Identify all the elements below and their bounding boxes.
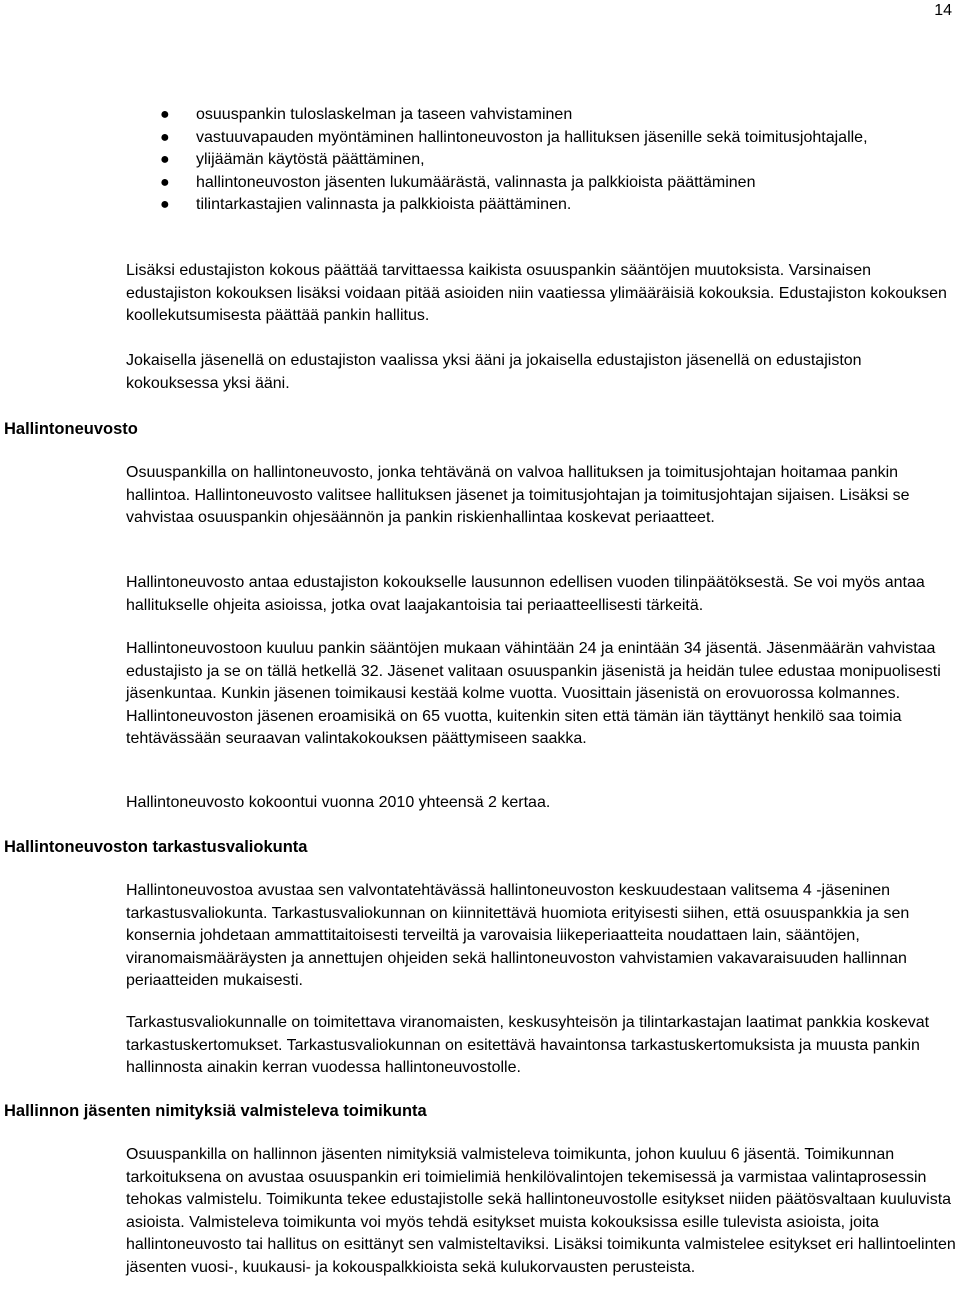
list-item-text: ylijäämän käytöstä päättäminen, xyxy=(196,151,425,168)
paragraph-amendments: Lisäksi edustajiston kokous päättää tarvittaessa kaikista osuuspankin sääntöjen muutoksista. Varsinaisen edustajiston kokouksen lisäksi voidaan pitää asioiden niin vaatiessa ylimääräisiä kokouksia. Edustajiston kokouksen koollekutsumisesta päättää pankin hallitus. xyxy=(126,262,947,324)
paragraph-audit-committee: Hallintoneuvostoa avustaa sen valvontatehtävässä hallintoneuvoston keskuudestaan valitsema 4 -jäseninen tarkastusvaliokunta. Tarkastusvaliokunnan on kiinnitettävä huomiota erityisesti siihen, että osuuspankkia ja sen konsernia johdetaan ammattitaitoisesti terveiltä ja varovaisia liikeperiaatteita noudattaen lain, sääntöjen, viranomaismääräysten ja annettujen ohjeiden sekä hallintoneuvoston vahvistamien vakavaraisuuden hallinnan periaatteiden mukaisesti. xyxy=(126,882,910,989)
bullet-icon: ● xyxy=(160,151,170,168)
paragraph-statement: Hallintoneuvosto antaa edustajiston kokoukselle lausunnon edellisen vuoden tilinpäätöksestä. Se voi myös antaa hallitukselle ohjeita asioissa, jotka ovat laajakantoisia tai periaatteellisesti tärkeitä. xyxy=(126,574,925,614)
paragraph-audit-reports: Tarkastusvaliokunnalle on toimitettava viranomaisten, keskusyhteisön ja tilintarkastajan laatimat pankkia koskevat tarkastuskertomukset. Tarkastusvaliokunnan on esitettävä havaintonsa tarkastuskertomuksista ja muusta pankin hallinnosta ainakin kerran vuodessa hallintoneuvostolle. xyxy=(126,1014,930,1076)
heading-hallintoneuvosto: Hallintoneuvosto xyxy=(4,420,138,438)
list-item-text: tilintarkastajien valinnasta ja palkkioista päättäminen. xyxy=(196,196,572,213)
bullet-icon: ● xyxy=(160,196,170,213)
paragraph-voting: Jokaisella jäsenellä on edustajiston vaalissa yksi ääni ja jokaisella edustajiston jäsenellä on edustajiston kokouksessa yksi ääni. xyxy=(126,352,862,392)
bullet-icon: ● xyxy=(160,173,170,191)
heading-nomination-committee: Hallinnon jäsenten nimityksiä valmisteleva toimikunta xyxy=(4,1102,427,1120)
list-item xyxy=(160,127,940,150)
bullet-icon: ● xyxy=(160,106,170,123)
list-item-text: hallintoneuvoston jäsenten lukumäärästä, valinnasta ja palkkioista päättäminen xyxy=(196,173,756,191)
list-item-text: osuuspankin tuloslaskelman ja taseen vahvistaminen xyxy=(196,106,573,123)
bullet-list xyxy=(160,104,940,217)
paragraph-meetings: Hallintoneuvosto kokoontui vuonna 2010 yhteensä 2 kertaa. xyxy=(126,794,551,811)
list-item xyxy=(160,194,940,217)
paragraph-members: Hallintoneuvostoon kuuluu pankin sääntöjen mukaan vähintään 24 ja enintään 34 jäsentä. Jäsenmäärän vahvistaa edustajisto ja se on tällä hetkellä 32. Jäsenet valitaan osuuspankin jäsenistä ja heidän tulee edustaa monipuolisesti jäsenkuntaa. Kunkin jäsenen toimikausi kestää kolme vuotta. Vuosittain jäsenistä on erovuorossa kolmannes. Hallintoneuvoston jäsenen eroamisikä on 65 vuotta, kuitenkin siten että tämän iän täyttänyt henkilö saa toimia tehtävässään seuraavan valintakokouksen päättymiseen saakka. xyxy=(126,640,941,747)
list-item xyxy=(160,104,940,127)
list-item-text: vastuuvapauden myöntäminen hallintoneuvoston ja hallituksen jäsenille sekä toimitusjohtajalle, xyxy=(196,128,868,146)
page-number: 14 xyxy=(934,2,952,19)
list-item xyxy=(160,149,940,172)
paragraph-supervisory-board: Osuuspankilla on hallintoneuvosto, jonka tehtävänä on valvoa hallituksen ja toimitusjohtajan hoitamaa pankin hallintoa. Hallintoneuvosto valitsee hallituksen jäsenet ja toimitusjohtajan ja toimitusjohtajan sijaisen. Lisäksi se vahvistaa osuuspankin ohjesäännön ja pankin riskienhallintaa koskevat periaatteet. xyxy=(126,464,910,526)
list-item xyxy=(160,172,940,195)
bullet-icon: ● xyxy=(160,128,170,146)
paragraph-nomination-committee: Osuuspankilla on hallinnon jäsenten nimityksiä valmisteleva toimikunta, johon kuuluu 6 jäsentä. Toimikunnan tarkoituksena on avustaa osuuspankin eri toimielimiä henkilövalintojen tekemisessä ja varmistaa valintaprosessin tehokas valmistelu. Toimikunta tekee edustajistolle sekä hallintoneuvostolle esitykset niiden päätösvaltaan kuuluvista asioista. Valmisteleva toimikunta voi myös tehdä esitykset muista kokouksissa esille tulevista asioista, joita hallintoneuvosto tai hallitus on esittänyt sen valmisteltaviksi. Lisäksi toimikunta valmistelee esitykset eri hallintoelinten jäsenten vuosi-, kuukausi- ja kokouspalkkioista sekä kulukorvausten perusteista. xyxy=(126,1146,956,1276)
heading-audit-committee: Hallintoneuvoston tarkastusvaliokunta xyxy=(4,838,308,856)
